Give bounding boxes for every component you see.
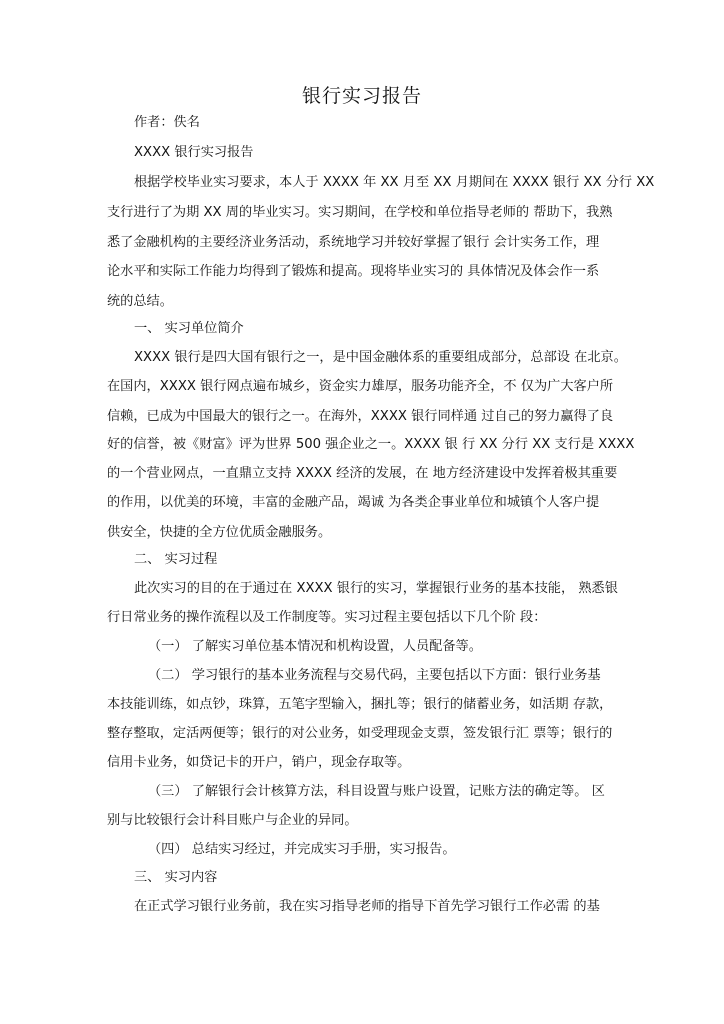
section-heading: 三、 实习内容 [134,870,218,885]
process-item-line: 信用卡业务，如贷记卡的开户，销户，现金存取等。 [107,755,411,770]
process-item: （一） 了解实习单位基本情况和机构设置，人员配备等。 [148,639,482,654]
section1-line: 供安全，快捷的全方位优质金融服务。 [107,525,332,540]
process-item: （三） 了解银行会计核算方法，科目设置与账户设置，记账方法的确定等。 区 [148,784,605,799]
section1-line: 在国内，XXXX 银行网点遍布城乡，资金实力雄厚，服务功能齐全，不 仅为广大客户所 [107,379,614,394]
process-item: （四） 总结实习经过，并完成实习手册，实习报告。 [148,842,456,857]
process-item: （二） 学习银行的基本业务流程与交易代码，主要包括以下方面：银行业务基 [148,668,601,683]
section3-line: 在正式学习银行业务前，我在实习指导老师的指导下首先学习银行工作必需 的基 [134,899,600,914]
section2-line: 此次实习的目的在于通过在 XXXX 银行的实习，掌握银行业务的基本技能， 熟悉银 [134,581,618,596]
section1-line: 好的信誉，被《财富》评为世界 500 强企业之一。XXXX 银 行 XX 分行 XX 支行是 XXXX [107,437,635,452]
section-heading: 二、 实习过程 [134,552,218,567]
section1-line: 信赖，已成为中国最大的银行之一。在海外，XXXX 银行同样通 过自己的努力赢得了良 [107,409,614,424]
intro-line: 根据学校毕业实习要求，本人于 XXXX 年 XX 月至 XX 月期间在 XXXX 银行 XX 分行 XX [134,175,655,190]
section1-line: XXXX 银行是四大国有银行之一，是中国金融体系的重要组成部分，总部设 在北京。 [134,350,627,365]
process-item-line: 本技能训练，如点钞，珠算，五笔字型输入，捆扎等；银行的储蓄业务，如活期 存款， [107,697,613,712]
document-title: 银行实习报告 [301,85,422,107]
intro-line: 悉了金融机构的主要经济业务活动，系统地学习并较好掌握了银行 会计实务工作，理 [107,235,600,250]
process-item-line: 整存整取，定活两便等；银行的对公业务，如受理现金支票，签发银行汇 票等；银行的 [107,726,613,741]
author-line: 作者：佚名 [134,115,200,130]
process-item-line: 别与比较银行会计科目账户与企业的异同。 [107,813,358,828]
report-subtitle: XXXX 银行实习报告 [134,145,254,160]
section2-line: 行日常业务的操作流程以及工作制度等。实习过程主要包括以下几个阶 段： [107,610,547,625]
section1-line: 的作用，以优美的环境，丰富的金融产品，竭诚 为各类企事业单位和城镇个人客户提 [107,495,600,510]
section-heading: 一、 实习单位简介 [134,321,244,336]
section1-line: 的一个营业网点，一直鼎立支持 XXXX 经济的发展，在 地方经济建设中发挥着极其重要 [107,466,618,481]
intro-line: 统的总结。 [107,294,173,309]
intro-line: 支行进行了为期 XX 周的毕业实习。实习期间，在学校和单位指导老师的 帮助下，我熟 [107,205,613,220]
intro-line: 论水平和实际工作能力均得到了锻炼和提高。现将毕业实习的 具体情况及体会作一系 [107,264,600,279]
